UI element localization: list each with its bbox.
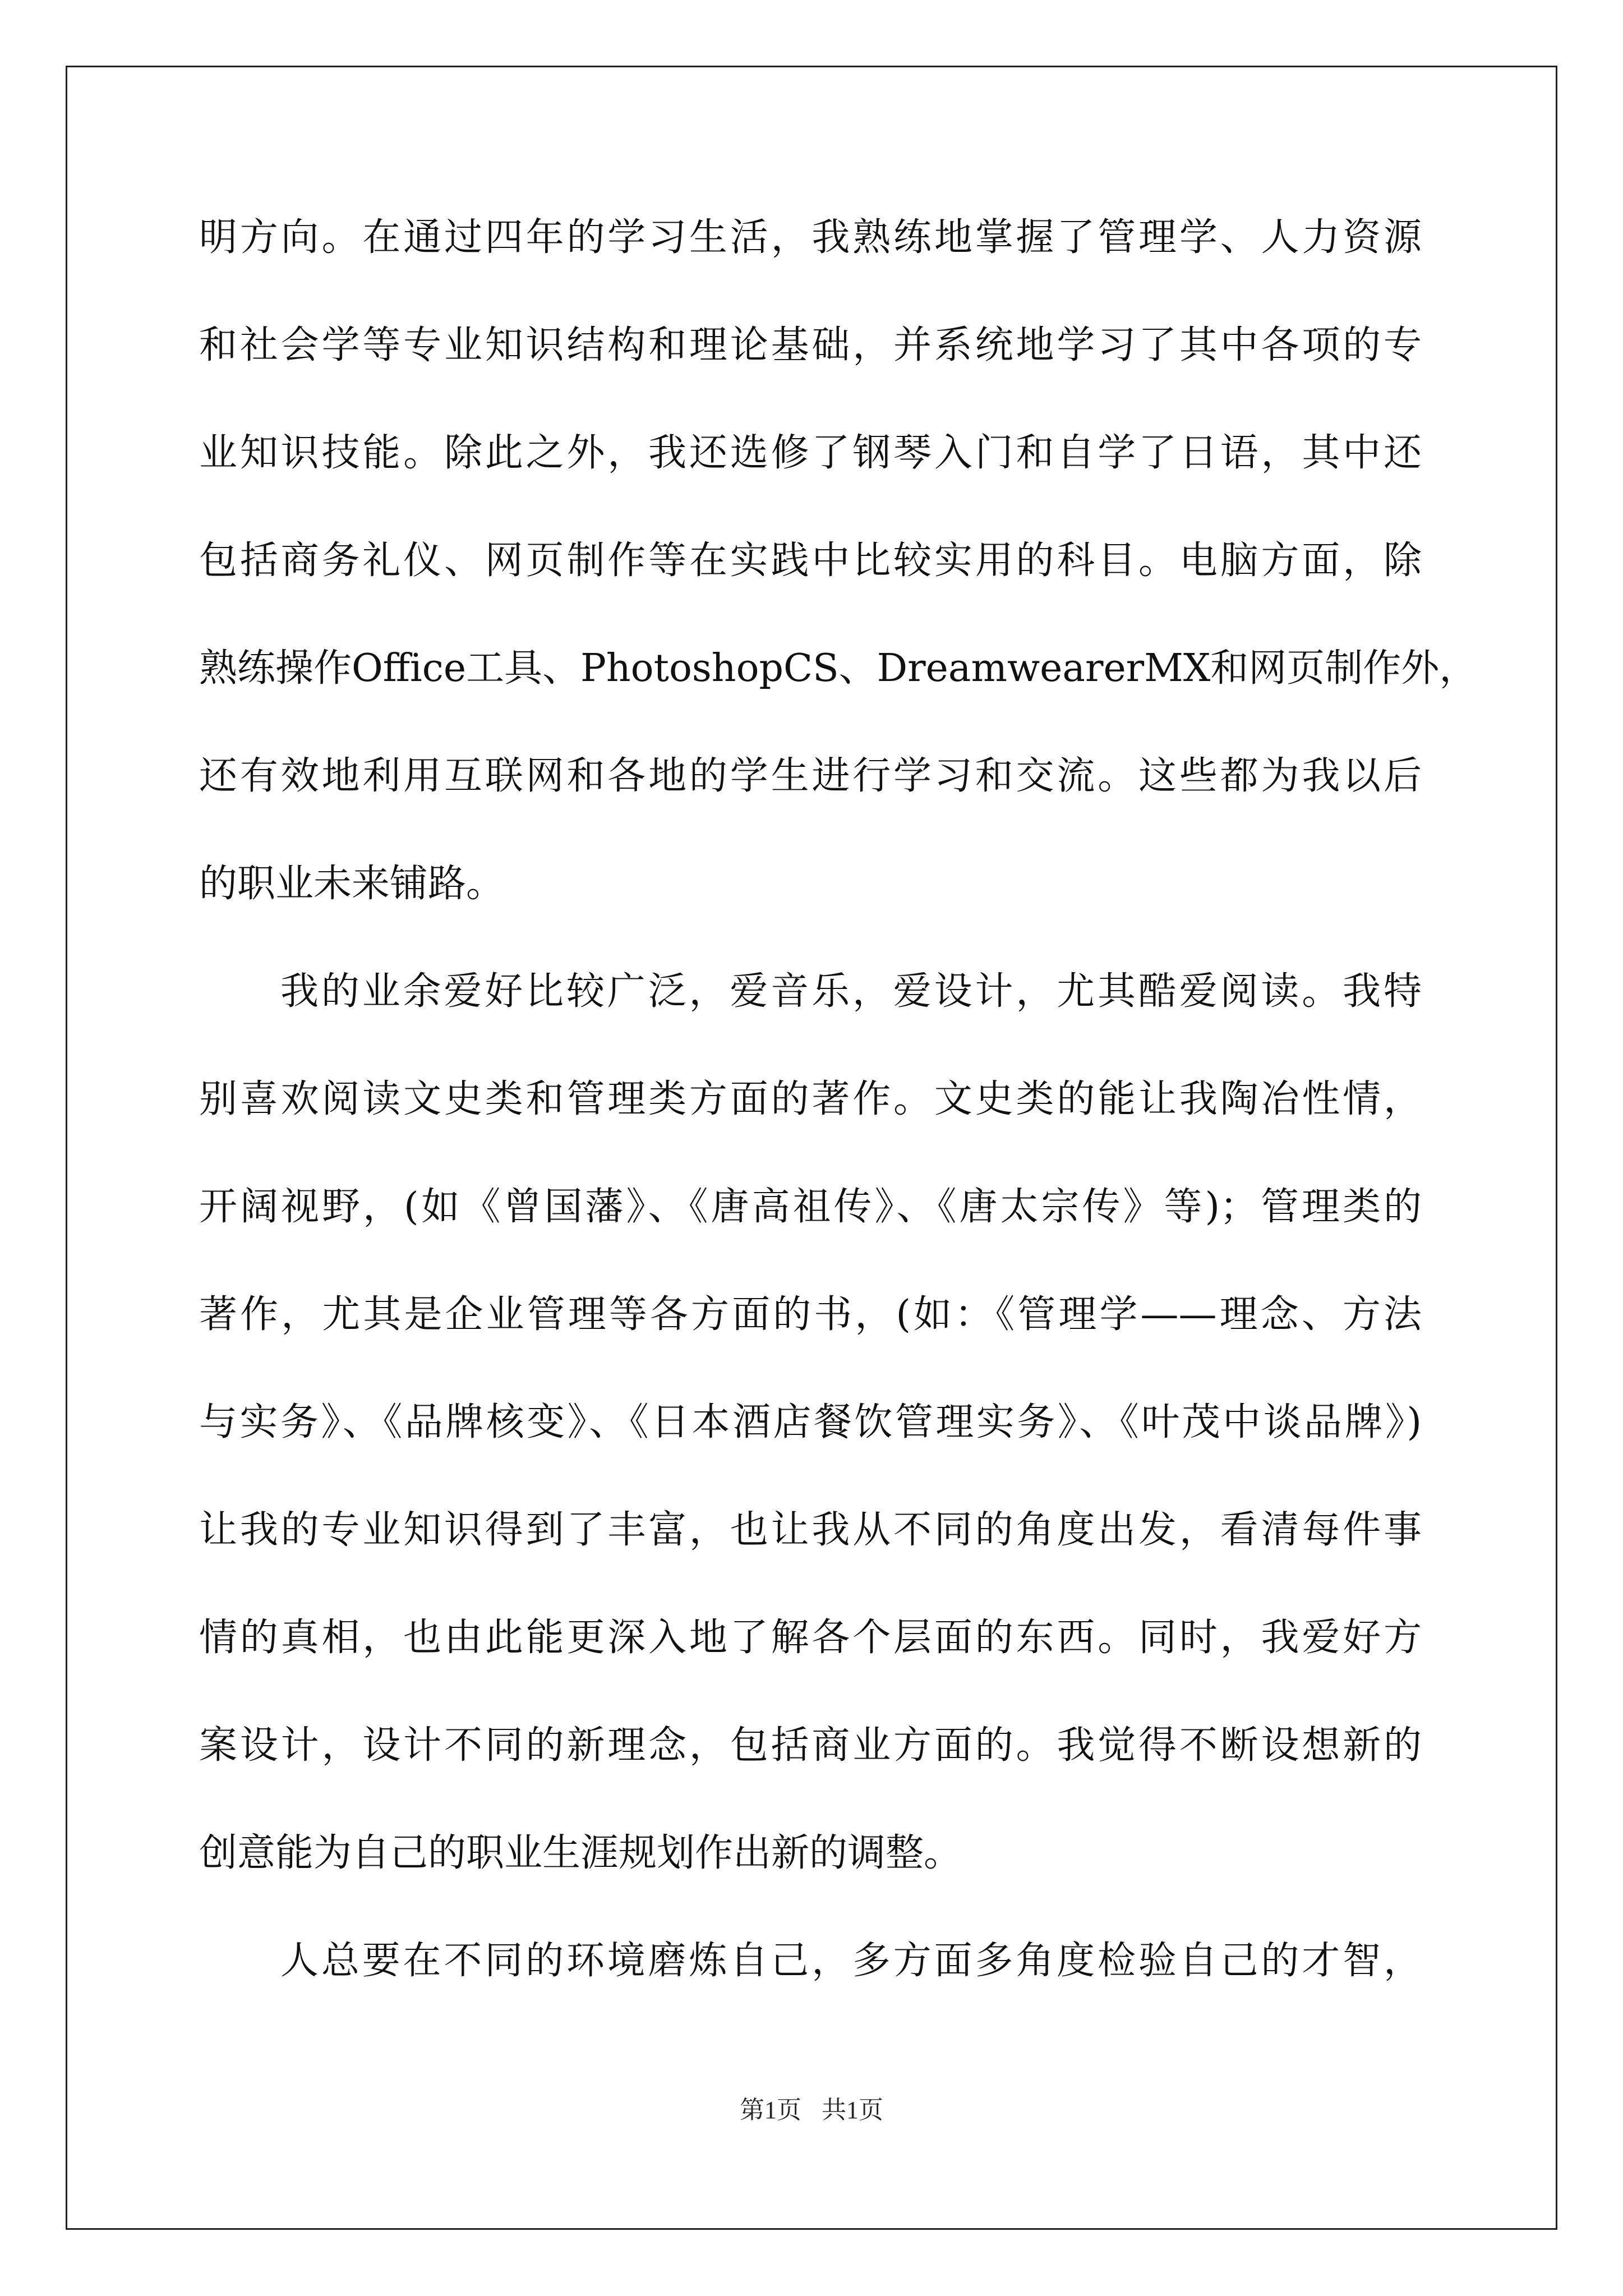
text-line: 业知识技能。除此之外，我还选修了钢琴入门和自学了日语，其中还 (199, 431, 1422, 475)
text-line: 的职业未来铺路。 (199, 862, 505, 906)
text-line: 我的业余爱好比较广泛，爱音乐，爱设计，尤其酷爱阅读。我特 (280, 969, 1422, 1014)
text-line: 还有效地利用互联网和各地的学生进行学习和交流。这些都为我以后 (199, 754, 1422, 798)
text-line: 情的真相，也由此能更深入地了解各个层面的东西。同时，我爱好方 (199, 1616, 1422, 1660)
page-number-total: 共1页 (822, 2096, 883, 2124)
text-line: 别喜欢阅读文史类和管理类方面的著作。文史类的能让我陶冶性情， (199, 1077, 1422, 1121)
text-line: 和社会学等专业知识结构和理论基础，并系统地学习了其中各项的专 (199, 323, 1422, 367)
page-number-current: 第1页 (740, 2096, 801, 2124)
text-line: 明方向。在通过四年的学习生活，我熟练地掌握了管理学、人力资源 (199, 215, 1422, 260)
text-line: 案设计，设计不同的新理念，包括商业方面的。我觉得不断设想新的 (199, 1723, 1422, 1768)
document-body (199, 215, 1478, 2050)
text-line: 让我的专业知识得到了丰富，也让我从不同的角度出发，看清每件事 (199, 1508, 1422, 1552)
text-line: 开阔视野，(如《曾国藩》、《唐高祖传》、《唐太宗传》等)；管理类的 (199, 1185, 1422, 1229)
page-footer (0, 2090, 1623, 2125)
text-line: 创意能为自己的职业生涯规划作出新的调整。 (199, 1831, 962, 1875)
text-line: 包括商务礼仪、网页制作等在实践中比较实用的科目。电脑方面，除 (199, 539, 1422, 583)
text-line: 著作，尤其是企业管理等各方面的书，(如：《管理学——理念、方法 (199, 1292, 1422, 1337)
text-line: 熟练操作Office工具、PhotoshopCS、DreamwearerMX和网页制作外， (199, 646, 1478, 691)
text-line: 人总要在不同的环境磨炼自己，多方面多角度检验自己的才智， (280, 1939, 1422, 1983)
text-line: 与实务》、《品牌核变》、《日本酒店餐饮管理实务》、《叶茂中谈品牌》) (199, 1400, 1422, 1444)
